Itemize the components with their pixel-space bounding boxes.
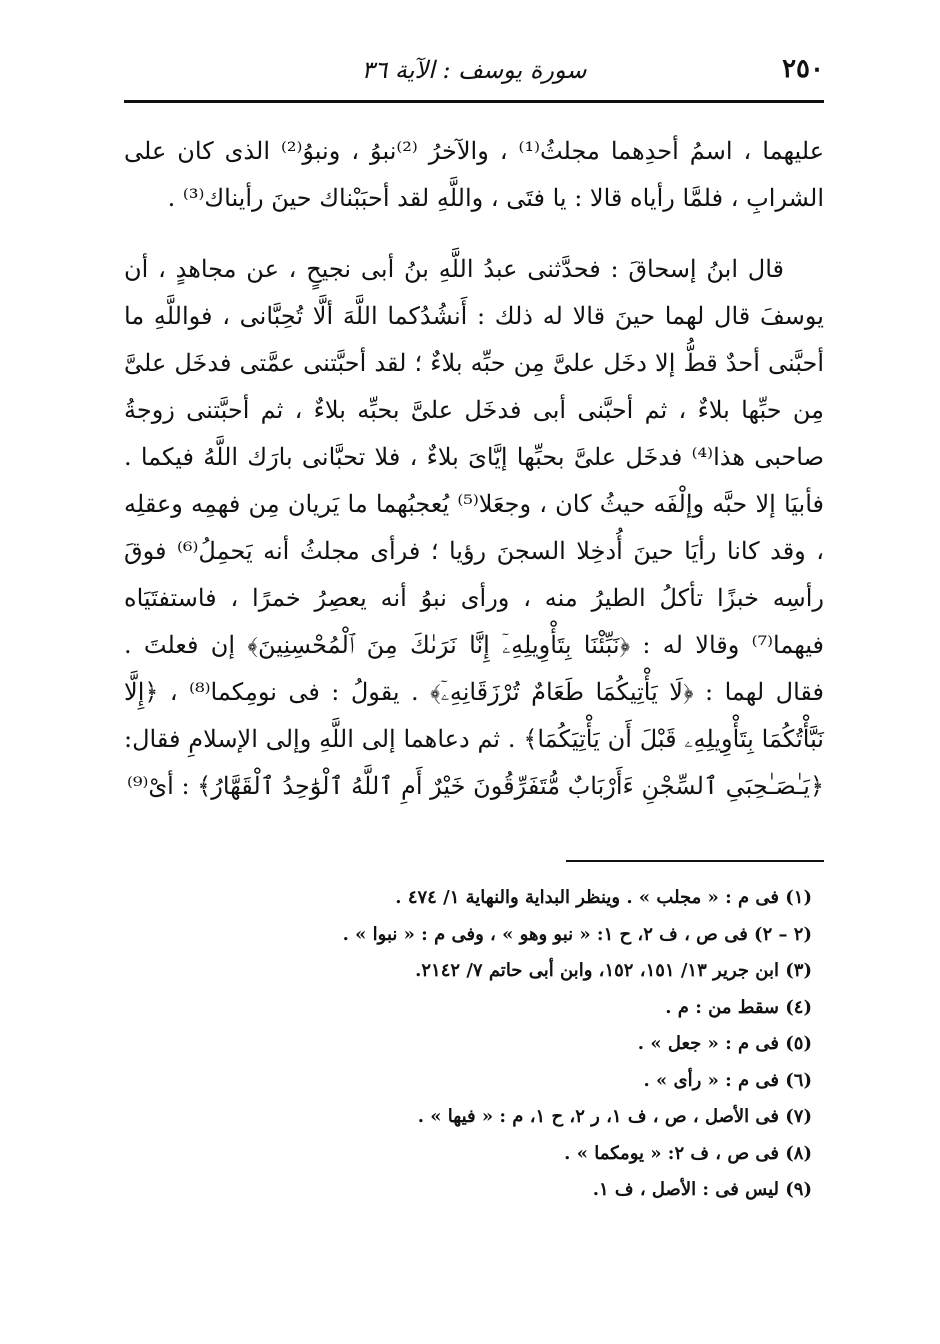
main-text xyxy=(124,128,824,810)
page-header xyxy=(124,50,824,98)
footnote-9: (٩) ليس فى : الأصل ، ف ١. xyxy=(592,1179,812,1200)
footnote-5: (٥) فى م : « جعل » . xyxy=(637,1033,812,1054)
footnote-4: (٤) سقط من : م . xyxy=(665,996,812,1018)
paragraph-1: عليهما ، اسمُ أحدِهما مجلثُ⁽¹⁾ ، والآخرُ ⁽²⁾نبوُ ، ونبوُ⁽²⁾ الذى كان على الشرابِ ، فلمَّا رأياه قالا : يا فتَى ، واللَّهِ لقد أحبَبْناك حينَ رأيناك⁽³⁾ . xyxy=(124,137,825,212)
footnote-2: (٢ – ٢) فى ص ، ف ٢، ح ١: « نبو وهو » ، وفى م : « نبوا » . xyxy=(342,923,812,945)
footnote-rule xyxy=(566,860,824,862)
footnote-6: (٦) فى م : « رأى » . xyxy=(643,1069,812,1091)
footnote-3: (٣) ابن جرير ١٣/ ١٥١، ١٥٢، وابن أبى حاتم ٧/ ٢١٤٢. xyxy=(415,960,812,981)
header-rule xyxy=(124,100,824,103)
footnote-7: (٧) فى الأصل ، ص ، ف ١، ر ٢، ح ١، م : « فيها » . xyxy=(417,1106,812,1127)
footnote-8: (٨) فى ص ، ف ٢: « يومكما » . xyxy=(564,1142,812,1164)
footnote-1: (١) فى م : « مجلب » . وينظر البداية والنهاية ١/ ٤٧٤ . xyxy=(395,887,812,908)
running-title: سورة يوسف : الآية ٣٦ xyxy=(361,56,587,84)
page-number: ٢٥٠ xyxy=(782,54,824,84)
paragraph-2: قال ابنُ إسحاقَ : فحدَّثنى عبدُ اللَّهِ بنُ أبى نجيحٍ ، عن مجاهدٍ ، أن يوسفَ قال لهما حينَ قالا له ذلك : أَنشُدُكما اللَّهَ ألَّا تُحِبَّانى ، فواللَّهِ ما أحبَّنى أحدٌ قطُّ إلا دخَل علىَّ مِن حبِّه بلاءٌ ؛ لقد أحبَّتنى عمَّتى فدخَل علىَّ مِن حبِّها بلاءٌ ، ثم أحبَّنى أبى فدخَل علىَّ بحبِّه بلاءٌ ، ثم أحبَّتنى زوجةُ صاحبى هذا⁽⁴⁾ فدخَل علىَّ بحبِّها إيَّاىَ بلاءٌ ، فلا تحبَّانى بارَك اللَّهُ فيكما . فأبيَا إلا حبَّه وإلْفَه حيثُ كان ، وجعَلا⁽⁵⁾ يُعجبُهما ما يَريان مِن فهمِه وعقلِه ، وقد كانا رأيَا حينَ أُدخِلا السجنَ رؤيا ؛ فرأى مجلثُ أنه يَحمِلُ⁽⁶⁾ فوقَ رأسِه خبزًا تأكلُ الطيرُ منه ، ورأى نبوُ أنه يعصِرُ خمرًا ، فاستفتَيَاه فيهما⁽⁷⁾ وقالا له : ﴿نَبِّئْنَا بِتَأْوِيلِهِۦٓ إِنَّا نَرَىٰكَ مِنَ ٱلْمُحْسِنِينَ﴾ إن فعلتَ . فقال لهما : ﴿لَا يَأْتِيكُمَا طَعَامٌ تُرْزَقَانِهِۦٓ﴾ . يقولُ : فى نومِكما⁽⁸⁾ ، ﴿إِلَّا نَبَّأْتُكُمَا بِتَأْوِيلِهِۦ قَبْلَ أَن يَأْتِيَكُمَا﴾ . ثم دعاهما إلى اللَّهِ وإلى الإسلامِ فقال: ﴿يَـٰصَـٰحِبَىِ ٱلسِّجْنِ ءَأَرْبَابٌ مُّتَفَرِّقُونَ خَيْرٌ أَمِ ٱللَّهُ ٱلْوَٰحِدُ ٱلْقَهَّارُ﴾ : أىْ⁽⁹⁾ xyxy=(124,255,825,800)
footnotes xyxy=(124,880,824,1209)
